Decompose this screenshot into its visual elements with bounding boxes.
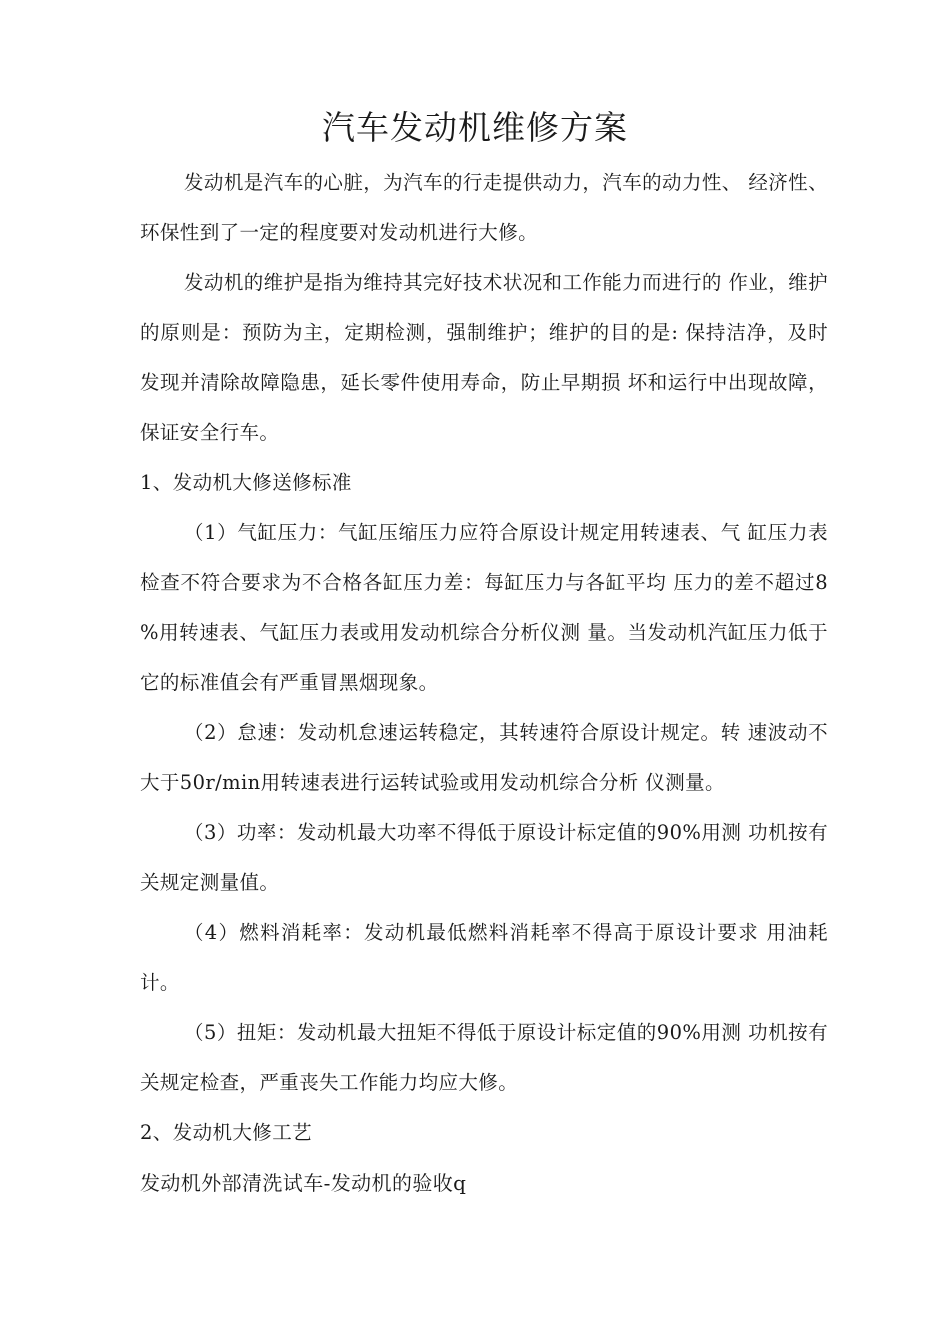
section-2-heading: 2、发动机大修工艺 (140, 1121, 313, 1144)
standard-item-idle-speed: （2）怠速：发动机怠速运转稳定，其转速符合原设计规定。转 速波动不大于50r/min用转速表进行运转试验或用发动机综合分析 仪测量。 (140, 721, 828, 794)
document-body (140, 158, 828, 1208)
standard-item-torque: （5）扭矩：发动机最大扭矩不得低于原设计标定值的90%用测 功机按有关规定检查，严重丧失工作能力均应大修。 (140, 1021, 828, 1094)
document-title: 汽车发动机维修方案 (322, 108, 628, 147)
section-1-heading: 1、发动机大修送修标准 (140, 471, 352, 494)
intro-paragraph: 发动机是汽车的心脏，为汽车的行走提供动力，汽车的动力性、 经济性、环保性到了一定的程度要对发动机进行大修。 (140, 171, 828, 244)
standard-item-fuel-consumption: （4）燃料消耗率：发动机最低燃料消耗率不得高于原设计要求 用油耗计。 (140, 921, 828, 994)
standard-item-cylinder-pressure: （1）气缸压力：气缸压缩压力应符合原设计规定用转速表、气 缸压力表检查不符合要求为不合格各缸压力差：每缸压力与各缸平均 压力的差不超过8 %用转速表、气缸压力表或用发动机综合分析仪测 量。当发动机汽缸压力低于它的标准值会有严重冒黑烟现象。 (140, 521, 828, 694)
process-line: 发动机外部清洗试车-发动机的验收q (140, 1171, 467, 1195)
standard-item-power: （3）功率：发动机最大功率不得低于原设计标定值的90%用测 功机按有关规定测量值。 (140, 821, 828, 894)
maintenance-paragraph: 发动机的维护是指为维持其完好技术状况和工作能力而进行的 作业，维护的原则是：预防为主，定期检测，强制维护；维护的目的是: 保持洁净，及时发现并清除故障隐患，延长零件使用寿命，防止早期损 坏和运行中出现故障，保证安全行车。 (140, 271, 828, 444)
